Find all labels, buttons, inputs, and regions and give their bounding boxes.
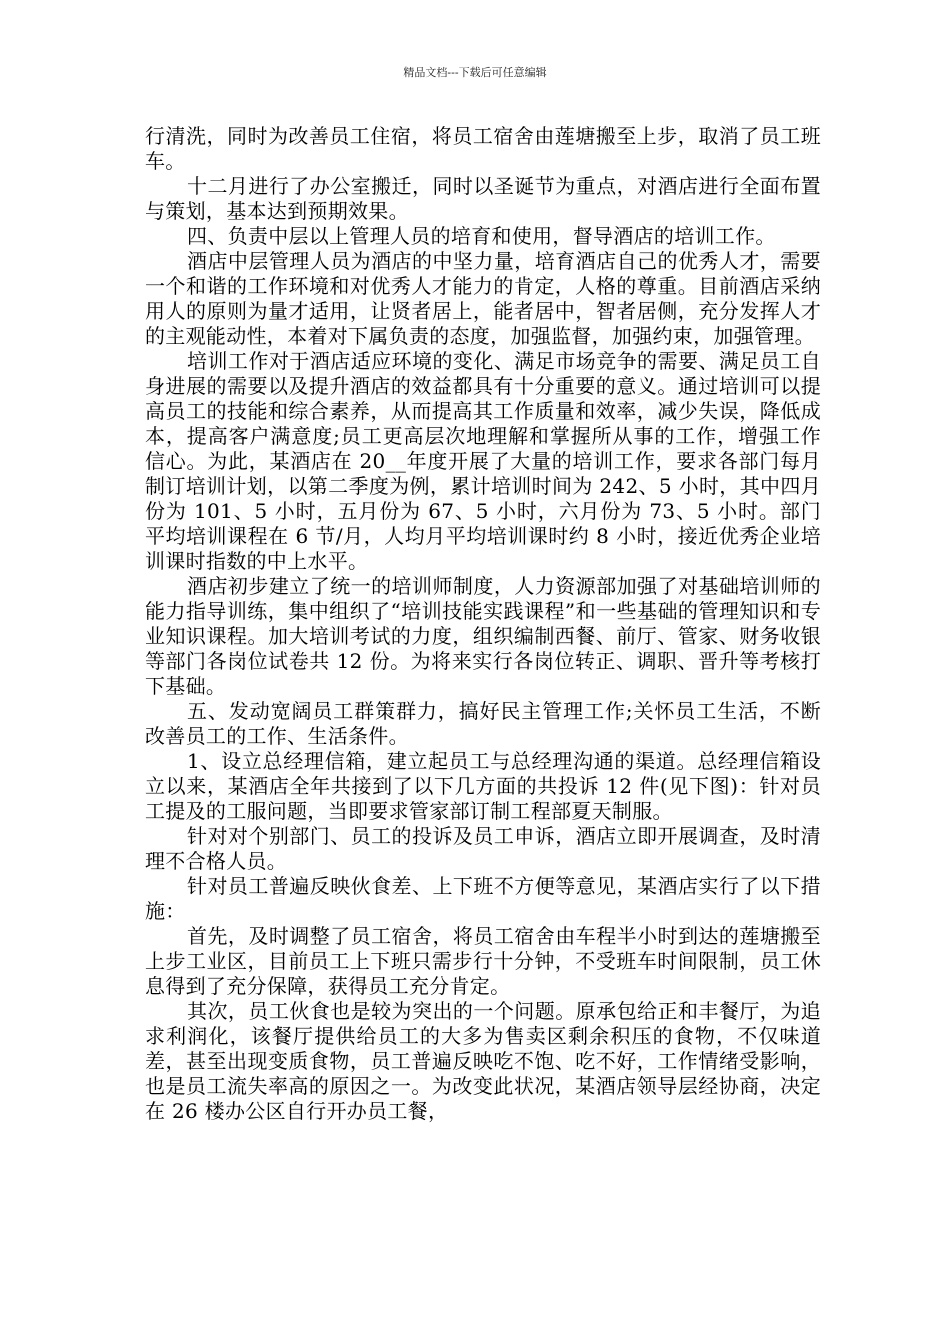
- section-heading-4: 四、负责中层以上管理人员的培育和使用，督导酒店的培训工作。: [187, 224, 776, 248]
- paragraph: 其次，员工伙食也是较为突出的一个问题。原承包给正和丰餐厅，为追求利润化，该餐厅提供给员工的大多为售卖区剩余积压的食物，不仅味道差，甚至出现变质食物，员工普遍反映吃不饱、吃不好，工作情绪受影响，也是员工流失率高的原因之一。为改变此状况，某酒店领导层经协商，决定在 26 楼办公区自行开办员工餐，: [145, 999, 821, 1123]
- section-heading-5: 五、发动宽阔员工群策群力，搞好民主管理工作;关怀员工生活，不断改善员工的工作、生活条件。: [145, 699, 821, 748]
- paragraph: 酒店中层管理人员为酒店的中坚力量，培育酒店自己的优秀人才，需要一个和谐的工作环境和对优秀人才能力的肯定，人格的尊重。目前酒店采纳用人的原则为量才适用，让贤者居上，能者居中，智者居侧，充分发挥人才的主观能动性，本着对下属负责的态度，加强监督，加强约束，加强管理。: [145, 249, 821, 348]
- paragraph: 1、设立总经理信箱，建立起员工与总经理沟通的渠道。总经理信箱设立以来，某酒店全年共接到了以下几方面的共投诉 12 件(见下图)：针对员工提及的工服问题，当即要求管家部订制工程部夏天制服。: [145, 749, 821, 823]
- document-body: [145, 124, 821, 1124]
- paragraph: 首先，及时调整了员工宿舍，将员工宿舍由车程半小时到达的莲塘搬至上步工业区，目前员工上下班只需步行十分钟，不受班车时间限制，员工休息得到了充分保障，获得员工充分肯定。: [145, 924, 821, 998]
- paragraph: 酒店初步建立了统一的培训师制度，人力资源部加强了对基础培训师的能力指导训练，集中组织了“培训技能实践课程”和一些基础的管理知识和专业知识课程。加大培训考试的力度，组织编制西餐、前厅、管家、财务收银等部门各岗位试卷共 12 份。为将来实行各岗位转正、调职、晋升等考核打下基础。: [145, 574, 821, 698]
- paragraph: 针对对个别部门、员工的投诉及员工申诉，酒店立即开展调查，及时清理不合格人员。: [145, 824, 821, 873]
- paragraph: 行清洗，同时为改善员工住宿，将员工宿舍由莲塘搬至上步，取消了员工班车。: [145, 124, 821, 173]
- page-header: 精品文档---下载后可任意编辑: [403, 66, 547, 79]
- paragraph: 培训工作对于酒店适应环境的变化、满足市场竞争的需要、满足员工自身进展的需要以及提升酒店的效益都具有十分重要的意义。通过培训可以提高员工的技能和综合素养，从而提高其工作质量和效率，减少失误，降低成本，提高客户满意度;员工更高层次地理解和掌握所从事的工作，增强工作信心。为此，某酒店在 20__年度开展了大量的培训工作，要求各部门每月制订培训计划，以第二季度为例，累计培训时间为 242、5 小时，其中四月份为 101、5 小时，五月份为 67、5 小时，六月份为 73、5 小时。部门平均培训课程在 6 节/月，人均月平均培训课时约 8 小时，接近优秀企业培训课时指数的中上水平。: [145, 349, 821, 573]
- paragraph: 十二月进行了办公室搬迁，同时以圣诞节为重点，对酒店进行全面布置与策划，基本达到预期效果。: [145, 174, 821, 223]
- paragraph: 针对员工普遍反映伙食差、上下班不方便等意见，某酒店实行了以下措施：: [145, 874, 821, 923]
